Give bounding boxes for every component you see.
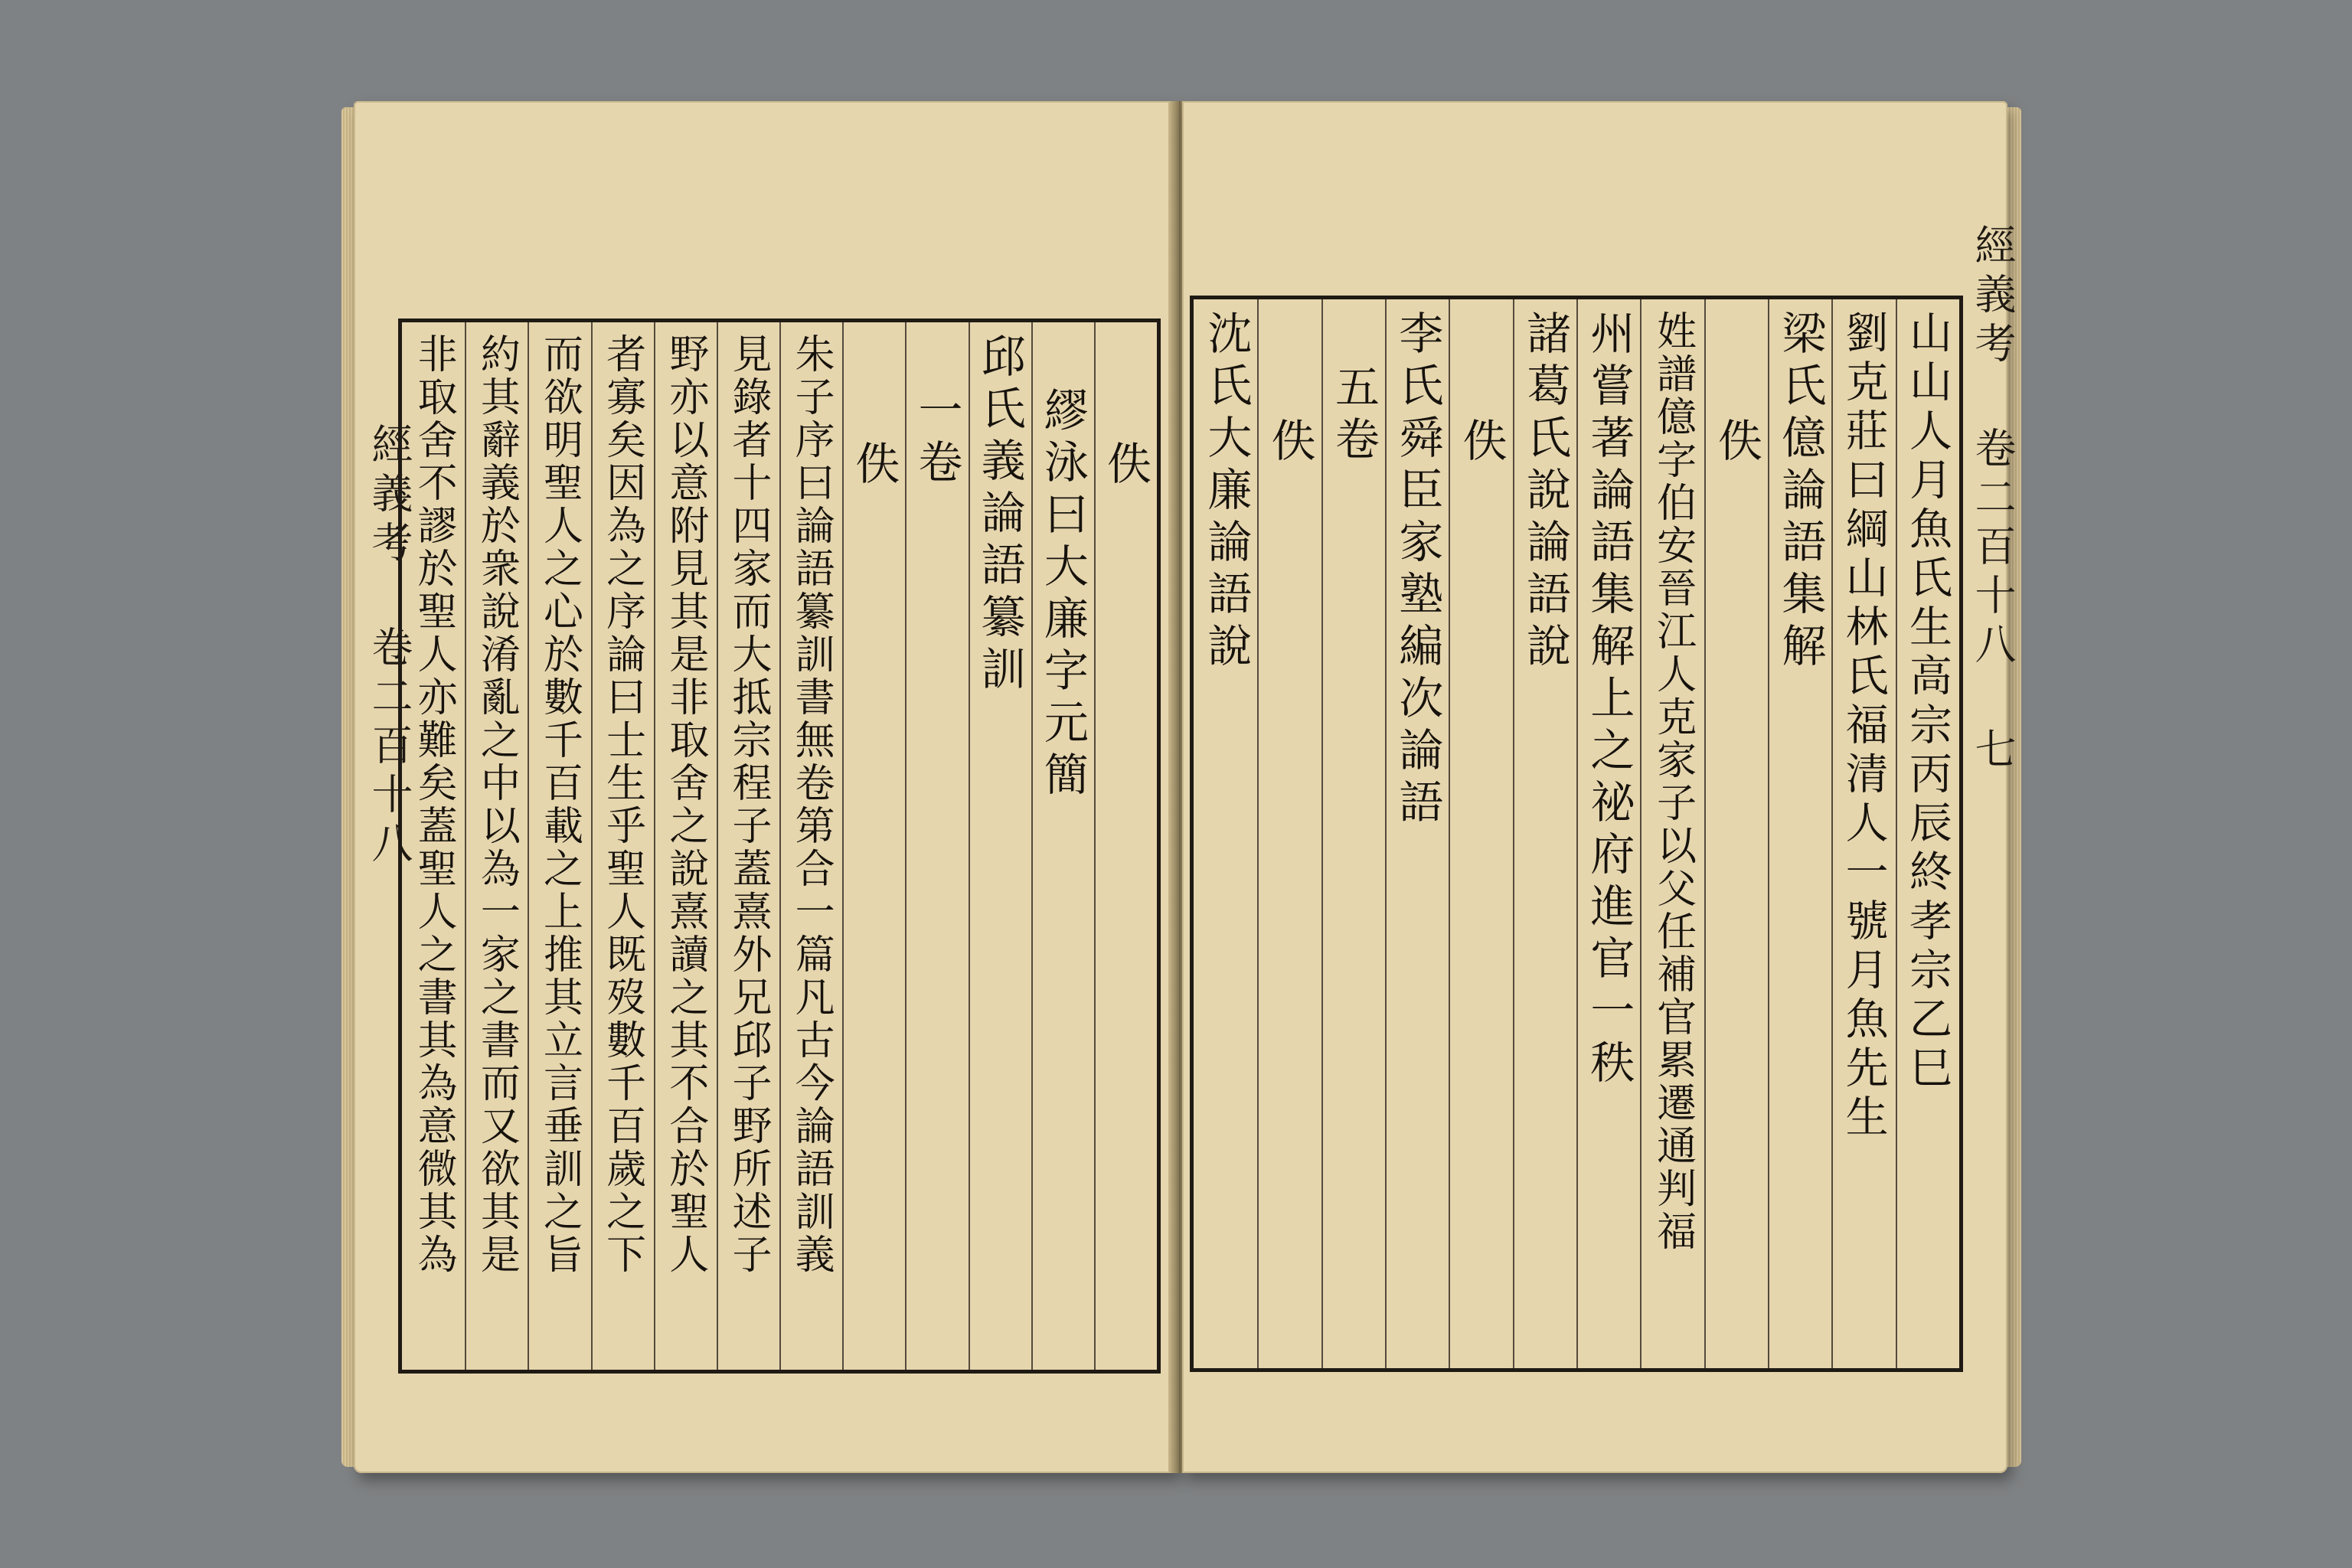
text-column — [779, 322, 842, 1370]
column-text: 繆泳曰大廉字元簡 — [1036, 387, 1089, 803]
left-text-frame — [398, 318, 1161, 1374]
column-rule — [969, 322, 970, 1370]
column-text: 諸葛氏說論語說 — [1518, 310, 1571, 675]
text-column — [1321, 299, 1385, 1368]
text-column — [1449, 299, 1512, 1368]
text-column — [654, 322, 717, 1370]
column-rule — [1640, 299, 1642, 1368]
column-text: 佚 — [848, 440, 900, 492]
column-text: 野亦以意附見其是非取舍之說熹讀之其不合於聖人 — [662, 333, 708, 1276]
column-text: 者寡矣因為之序論曰士生乎聖人既歿數千百歲之下 — [599, 333, 645, 1276]
column-text: 佚 — [1263, 417, 1316, 469]
column-rule — [1385, 299, 1387, 1368]
right-page — [1182, 101, 2017, 1473]
text-column — [1031, 322, 1094, 1370]
left-columns — [402, 322, 1157, 1370]
column-rule — [1704, 299, 1706, 1368]
left-margin-label: 經義考 卷二百十八 — [365, 423, 413, 871]
left-page — [354, 101, 1176, 1473]
column-rule — [1449, 299, 1450, 1368]
column-text: 李氏舜臣家塾編次論語 — [1391, 310, 1444, 831]
column-text: 非取舍不謬於聖人亦難矣蓋聖人之書其為意微其為 — [410, 333, 457, 1276]
column-rule — [1257, 299, 1259, 1368]
column-text: 梁氏億論語集解 — [1774, 310, 1827, 675]
column-text: 沈氏大廉論語說 — [1200, 310, 1253, 675]
text-column — [969, 322, 1031, 1370]
column-rule — [528, 322, 529, 1370]
column-text: 見錄者十四家而大抵宗程子蓋熹外兄邱子野所述子 — [724, 333, 771, 1276]
column-rule — [905, 322, 906, 1370]
column-text: 州嘗著論語集解上之祕府進官一秩 — [1583, 310, 1635, 1091]
text-column — [1257, 299, 1321, 1368]
text-column — [1194, 299, 1257, 1368]
column-text: 姓譜億字伯安晉江人克家子以父任補官累遷通判福 — [1649, 310, 1696, 1253]
right-margin-label: 經義考 卷二百十八 七 — [1968, 224, 2017, 776]
text-column — [905, 322, 968, 1370]
right-columns — [1194, 299, 1959, 1368]
column-text: 佚 — [1710, 417, 1762, 469]
text-column — [1896, 299, 1959, 1368]
column-rule — [779, 322, 781, 1370]
column-rule — [1321, 299, 1323, 1368]
right-text-frame — [1190, 296, 1963, 1372]
column-text: 五卷 — [1327, 364, 1380, 468]
text-column — [1513, 299, 1576, 1368]
column-rule — [465, 322, 466, 1370]
column-rule — [1768, 299, 1769, 1368]
column-text: 朱子序曰論語纂訓書無卷第合一篇凡古今論語訓義 — [788, 333, 835, 1276]
column-text: 佚 — [1099, 440, 1152, 492]
column-text: 佚 — [1455, 417, 1508, 469]
text-column — [465, 322, 528, 1370]
text-column — [842, 322, 905, 1370]
column-rule — [1031, 322, 1033, 1370]
text-column — [717, 322, 779, 1370]
column-rule — [1094, 322, 1096, 1370]
column-text: 山山人月魚氏生高宗丙辰終孝宗乙巳 — [1902, 310, 1952, 1094]
column-text: 一卷 — [910, 387, 963, 491]
column-text: 劉克莊曰綱山林氏福清人一號月魚先生 — [1838, 310, 1889, 1143]
column-text: 約其辭義於衆說淆亂之中以為一家之書而又欲其是 — [473, 333, 520, 1276]
text-column — [1768, 299, 1831, 1368]
column-rule — [591, 322, 593, 1370]
text-column — [1640, 299, 1704, 1368]
text-column — [1704, 299, 1768, 1368]
column-rule — [1831, 299, 1833, 1368]
text-column — [591, 322, 654, 1370]
text-column — [1831, 299, 1895, 1368]
column-rule — [842, 322, 844, 1370]
column-rule — [717, 322, 718, 1370]
column-rule — [1896, 299, 1897, 1368]
text-column — [1576, 299, 1640, 1368]
text-column — [402, 322, 465, 1370]
column-rule — [1513, 299, 1514, 1368]
column-rule — [654, 322, 655, 1370]
column-rule — [1576, 299, 1578, 1368]
text-column — [528, 322, 590, 1370]
column-text: 而欲明聖人之心於數千百載之上推其立言垂訓之旨 — [536, 333, 583, 1276]
column-text: 邱氏義論語纂訓 — [973, 333, 1026, 697]
text-column — [1094, 322, 1157, 1370]
text-column — [1385, 299, 1449, 1368]
